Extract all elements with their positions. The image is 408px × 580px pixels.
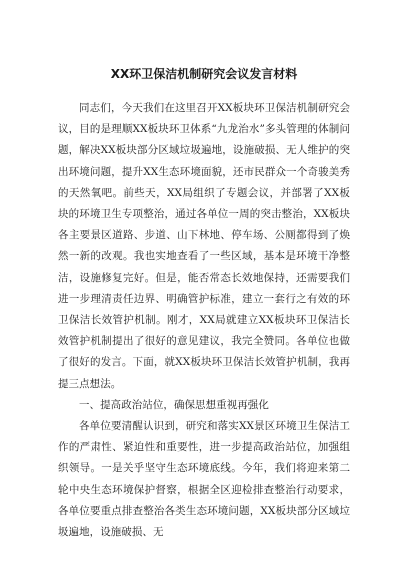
document-body: [58, 98, 350, 543]
section-heading-1: 一、提高政治站位，确保思想重视再强化: [79, 398, 269, 411]
paragraph-section-1: 各单位要清醒认识到，研究和落实XX景区环境卫生保洁工作的严肃性、紧迫性和重要性，进一步提高政治站位，加强组织领导。一是关乎坚守生态环境底线。今年，我们将迎来第二轮中央生态环境保护督察，根据全区迎检排查整治行动要求，各单位要重点排查整治各类生态环境问题，XX板块部分区域垃圾遍地，设施破损、无: [58, 420, 350, 539]
document-title: XX环卫保洁机制研究会议发言材料: [110, 67, 298, 81]
paragraph-opening: 同志们，今天我们在这里召开XX板块环卫保洁机制研究会议，目的是理顺XX板块环卫体系“九龙治水”多头管理的体制问题，解决XX板块部分区域垃圾遍地，设施破损、无人维护的突出环境问题，提升XX生态环境面貌，还市民群众一个奇骏美秀的天然氧吧。前些天，XX局组织了专题会议，并部署了XX板块的环境卫生专项整治，通过各单位一周的突击整治，XX板块各主要景区道路、步道、山下林地、停车场、公厕都得到了焕然一新的改观。我也实地查看了一些区域，基本是环境干净整洁，设施修复完好。但是，能否常态长效地保持，还需要我们进一步理清责任边界、明确管护标准，建立一套行之有效的环卫保洁长效管护机制。刚才，XX局就建立XX板块环卫保洁长效管护机制提出了很好的意见建议，我完全赞同。各单位也做了很好的发言。下面，就XX板块环卫保洁长效管护机制，我再提三点想法。: [58, 102, 350, 390]
